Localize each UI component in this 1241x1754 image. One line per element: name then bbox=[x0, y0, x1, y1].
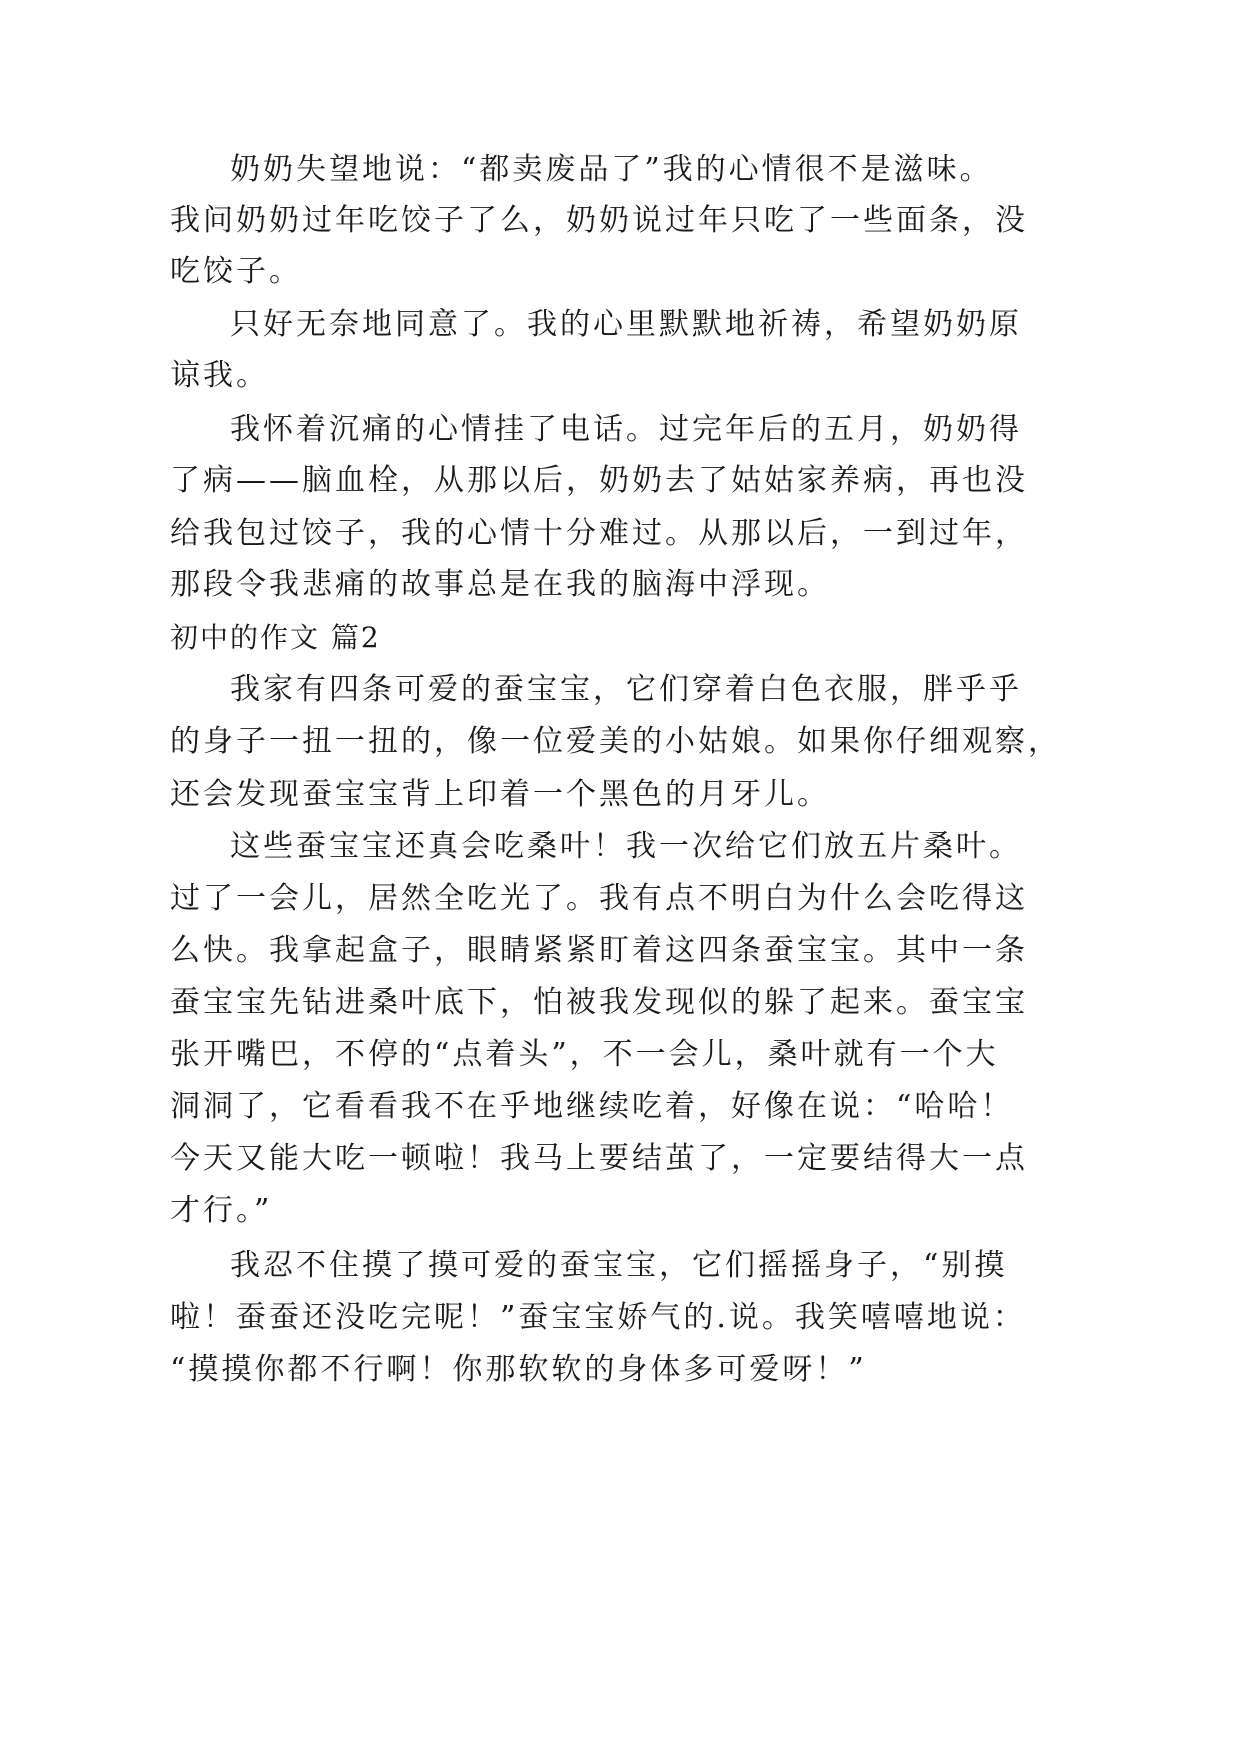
text-line: 我问奶奶过年吃饺子了么，奶奶说过年只吃了一些面条，没 bbox=[170, 203, 1028, 238]
text-line: 给我包过饺子，我的心情十分难过。从那以后，一到过年， bbox=[170, 516, 1028, 551]
text-line: 今天又能大吃一顿啦！我马上要结茧了，一定要结得大一点 bbox=[170, 1141, 1028, 1176]
text-line: 我忍不住摸了摸可爱的蚕宝宝，它们摇摇身子，“别摸 bbox=[230, 1248, 1008, 1283]
text-line: 啦！蚕蚕还没吃完呢！”蚕宝宝娇气的.说。我笑嘻嘻地说： bbox=[170, 1300, 1026, 1335]
text-line: 只好无奈地同意了。我的心里默默地祈祷，希望奶奶原 bbox=[230, 307, 1022, 342]
text-line: 了病——脑血栓，从那以后，奶奶去了姑姑家养病，再也没 bbox=[170, 463, 1028, 498]
text-line: 洞洞了，它看看我不在乎地继续吃着，好像在说：“哈哈！ bbox=[170, 1089, 1014, 1124]
text-line: 张开嘴巴，不停的“点着头”，不一会儿，桑叶就有一个大 bbox=[170, 1037, 999, 1072]
text-line: “摸摸你都不行啊！你那软软的身体多可爱呀！” bbox=[170, 1352, 867, 1387]
text-line: 还会发现蚕宝宝背上印着一个黑色的月牙儿。 bbox=[170, 777, 830, 812]
text-line: 么快。我拿起盒子，眼睛紧紧盯着这四条蚕宝宝。其中一条 bbox=[170, 933, 1028, 968]
text-line: 这些蚕宝宝还真会吃桑叶！我一次给它们放五片桑叶。 bbox=[230, 829, 1022, 864]
text-line: 那段令我悲痛的故事总是在我的脑海中浮现。 bbox=[170, 567, 830, 602]
text-line: 的身子一扭一扭的，像一位爱美的小姑娘。如果你仔细观察， bbox=[170, 724, 1061, 759]
text-line: 我怀着沉痛的心情挂了电话。过完年后的五月，奶奶得 bbox=[230, 412, 1022, 447]
text-line: 蚕宝宝先钻进桑叶底下，怕被我发现似的躲了起来。蚕宝宝 bbox=[170, 985, 1028, 1020]
text-line: 奶奶失望地说：“都卖废品了”我的心情很不是滋味。 bbox=[230, 152, 993, 187]
text-line: 吃饺子。 bbox=[170, 254, 302, 289]
section-heading: 初中的作文 篇2 bbox=[170, 621, 381, 654]
text-line: 才行。” bbox=[170, 1193, 273, 1228]
text-line: 谅我。 bbox=[170, 358, 269, 393]
text-line: 过了一会儿，居然全吃光了。我有点不明白为什么会吃得这 bbox=[170, 881, 1028, 916]
text-line: 我家有四条可爱的蚕宝宝，它们穿着白色衣服，胖乎乎 bbox=[230, 672, 1022, 707]
